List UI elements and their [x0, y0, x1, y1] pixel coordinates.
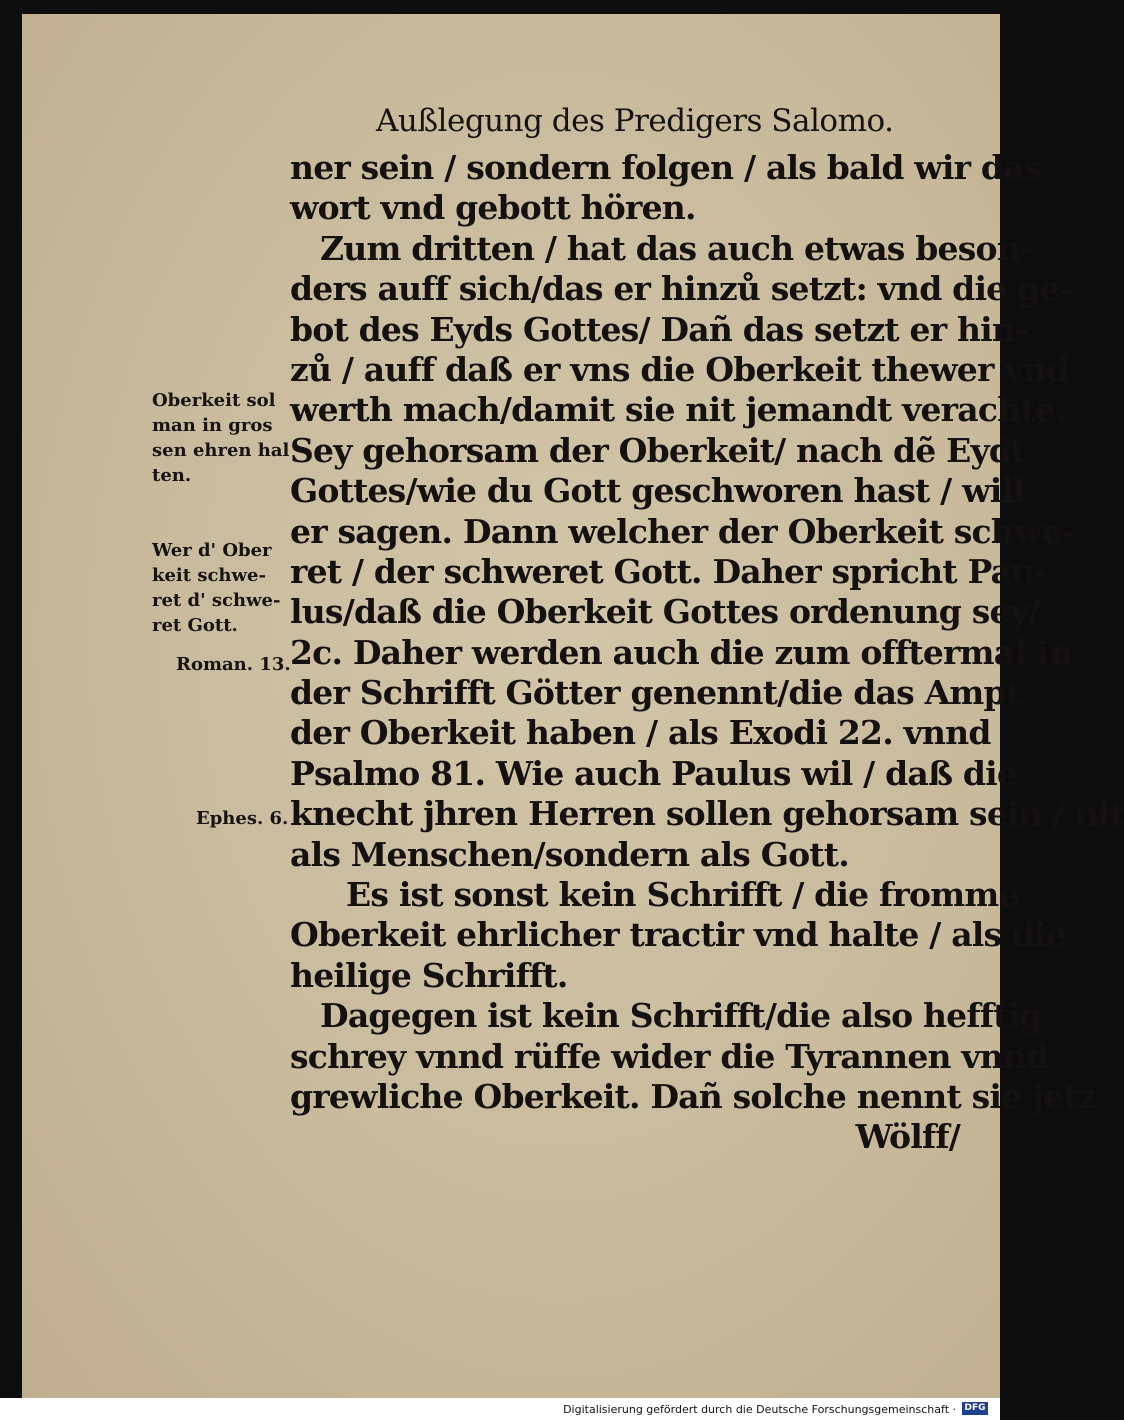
text-line: Zum dritten / hat das auch etwas beson-	[320, 228, 1033, 268]
margin-note-line: Roman. 13.	[176, 654, 291, 675]
text-line: werth mach/damit sie nit jemandt verachte.	[290, 390, 1066, 430]
text-line: Gottes/wie du Gott geschworen hast / will	[290, 471, 1025, 511]
text-line: bot des Eyds Gottes/ Dañ das setzt er hin-	[290, 309, 1029, 349]
margin-note-roman	[176, 652, 316, 677]
text-line: 2c. Daher werden auch die zum offtermal in	[290, 632, 1072, 672]
margin-note-line: ret d' schwe-	[152, 590, 281, 611]
margin-note-line: keit schwe-	[152, 565, 266, 586]
margin-note-ephes	[196, 806, 336, 831]
body-text	[290, 148, 1124, 1158]
text-line: schrey vnnd rüffe wider die Tyrannen vnnd	[290, 1036, 1049, 1076]
text-line: Sey gehorsam der Oberkeit/ nach dẽ Eydt	[290, 430, 1026, 470]
footer-credit: Digitalisierung gefördert durch die Deutsche Forschungsgemeinschaft ·	[563, 1403, 956, 1416]
running-header: Außlegung des Predigers Salomo.	[376, 103, 894, 139]
margin-note-line: Oberkeit sol	[152, 390, 276, 411]
text-line: ner sein / sondern folgen / als bald wir das	[290, 148, 1042, 187]
text-line: ret / der schweret Gott. Daher spricht Pau-	[290, 551, 1048, 591]
text-line: lus/daß die Oberkeit Gottes ordenung sey/	[290, 592, 1040, 632]
text-line: als Menschen/sondern als Gott.	[290, 834, 849, 874]
margin-note-line: Wer d' Ober	[152, 540, 272, 561]
text-line: Oberkeit ehrlicher tractir vnd halte / als die	[290, 915, 1067, 955]
text-line: Es ist sonst kein Schrifft / die fromme	[346, 875, 1019, 915]
text-line: knecht jhren Herren sollen gehorsam sein / nit	[290, 794, 1124, 834]
margin-note-schweret	[152, 538, 292, 638]
text-line: ders auff sich/das er hinzů setzt: vnd die ge-	[290, 269, 1073, 309]
text-line: grewliche Oberkeit. Dañ solche nennt sie jetz	[290, 1076, 1096, 1116]
text-line: der Oberkeit haben / als Exodi 22. vnnd	[290, 713, 991, 753]
margin-note-line: ret Gott.	[152, 615, 238, 636]
catchword: Wölff/	[855, 1117, 960, 1157]
text-line: Dagegen ist kein Schrifft/die also hefftig	[320, 996, 1042, 1036]
margin-note-line: ten.	[152, 465, 192, 486]
text-line: wort vnd gebott hören.	[290, 188, 696, 228]
margin-note-line: Ephes. 6.	[196, 808, 289, 829]
margin-note-line: sen ehren hal	[152, 440, 290, 461]
text-line: heilige Schrifft.	[290, 955, 568, 995]
text-line: Psalmo 81. Wie auch Paulus wil / daß die	[290, 753, 1018, 793]
dfg-logo-icon: DFG	[962, 1402, 988, 1415]
text-line: er sagen. Dann welcher der Oberkeit schwe-	[290, 511, 1075, 551]
text-line: der Schrifft Götter genennt/die das Ampt	[290, 673, 1021, 713]
text-line: zů / auff daß er vns die Oberkeit thewer vnd	[290, 349, 1069, 389]
margin-note-oberkeit	[152, 388, 292, 488]
margin-note-line: man in gros	[152, 415, 273, 436]
